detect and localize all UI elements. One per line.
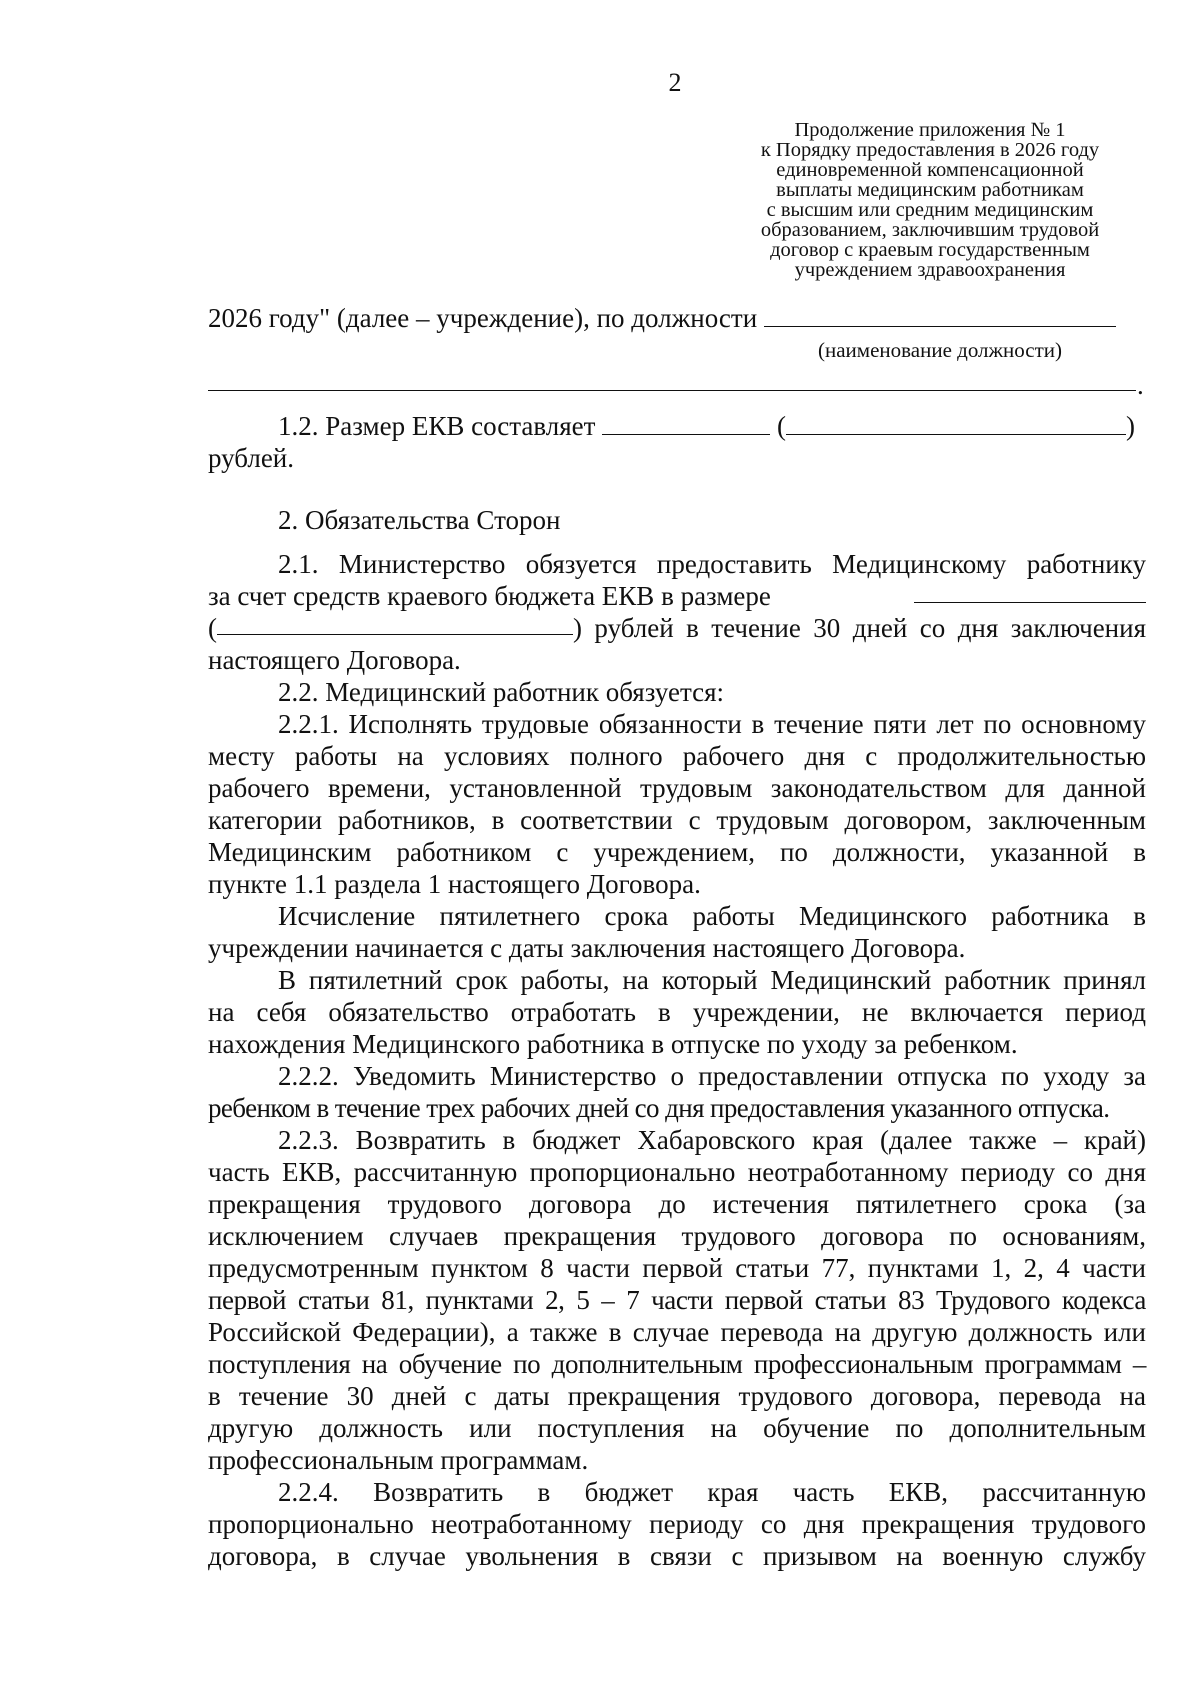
text-line: исключением случаев прекращения трудового договора по основаниям, bbox=[208, 1221, 1146, 1251]
text-line: на себя обязательство отработать в учреждении, не включается период bbox=[208, 997, 1146, 1027]
text-line: учреждении начинается с даты заключения настоящего Договора. bbox=[208, 933, 966, 963]
text-line: профессиональным программам. bbox=[208, 1445, 589, 1475]
text-line: другую должность или поступления на обучение по дополнительным bbox=[208, 1413, 1146, 1443]
header-line: к Порядку предоставления в 2026 году bbox=[760, 139, 1100, 161]
appendix-header bbox=[730, 120, 1130, 280]
position-line bbox=[208, 302, 1146, 334]
text-line: часть ЕКВ, рассчитанную пропорционально неотработанному периоду со дня bbox=[208, 1157, 1146, 1187]
text-line: первой статьи 81, пунктами 2, 5 – 7 части первой статьи 83 Трудового кодекса bbox=[208, 1285, 1146, 1315]
open-paren: ( bbox=[776, 411, 786, 441]
text-line: ребенком в течение трех рабочих дней со дня предоставления указанного отпуска. bbox=[208, 1093, 1110, 1123]
end-dot: . bbox=[1137, 370, 1144, 400]
sum-words-blank bbox=[217, 612, 573, 635]
text-line: прекращения трудового договора до истечения пятилетнего срока (за bbox=[208, 1189, 1146, 1219]
text-line: Исчисление пятилетнего срока работы Медицинского работника в bbox=[278, 901, 1146, 931]
text-line: ) рублей в течение 30 дней со дня заключения bbox=[573, 613, 1146, 643]
text-line: поступления на обучение по дополнительным профессиональным программам – bbox=[208, 1349, 1146, 1379]
position-caption: (наименование должности) bbox=[818, 338, 1063, 362]
paragraph-2-2: 2.2. Медицинский работник обязуется: bbox=[278, 677, 724, 707]
position-blank-line bbox=[208, 390, 1136, 391]
text-line: нахождения Медицинского работника в отпуске по уходу за ребенком. bbox=[208, 1029, 1018, 1059]
text-line: 2.2.3. Возвратить в бюджет Хабаровского края (далее также – край) bbox=[278, 1125, 1146, 1155]
text-line: настоящего Договора. bbox=[208, 645, 461, 675]
header-line: договор с краевым государственным bbox=[770, 239, 1090, 261]
text-line: В пятилетний срок работы, на который Медицинский работник принял bbox=[278, 965, 1146, 995]
text-line: пункте 1.1 раздела 1 настоящего Договора. bbox=[208, 869, 701, 899]
rubles-text: рублей. bbox=[208, 443, 295, 473]
text-line: предусмотренным пунктом 8 части первой статьи 77, пунктами 1, 2, 4 части bbox=[208, 1253, 1146, 1283]
header-line: с высшим или средним медицинским bbox=[766, 199, 1094, 221]
page-number: 2 bbox=[668, 68, 682, 97]
text-line: договора, в случае увольнения в связи с призывом на военную службу bbox=[208, 1541, 1146, 1571]
paragraph-2-1 bbox=[208, 548, 1146, 1572]
position-text: 2026 году" (далее – учреждение), по должности bbox=[208, 303, 758, 333]
section-heading: 2. Обязательства Сторон bbox=[278, 505, 561, 535]
header-line: выплаты медицинским работникам bbox=[776, 179, 1084, 201]
header-line: единовременной компенсационной bbox=[776, 159, 1084, 181]
header-line: Продолжение приложения № 1 bbox=[794, 119, 1066, 141]
amount-label: 1.2. Размер ЕКВ составляет bbox=[278, 411, 596, 441]
text-line: 2.2.2. Уведомить Министерство о предоставлении отпуска по уходу за bbox=[278, 1061, 1146, 1091]
text-line: Российской Федерации), а также в случае перевода на другую должность или bbox=[208, 1317, 1146, 1347]
text-line: 2.2.4. Возвратить в бюджет края часть ЕКВ, рассчитанную bbox=[278, 1477, 1146, 1507]
text-line: рабочего времени, установленной трудовым законодательством для данной bbox=[208, 773, 1146, 803]
close-paren: ) bbox=[1125, 411, 1135, 441]
text-line: 2.1. Министерство обязуется предоставить Медицинскому работнику bbox=[278, 549, 1146, 579]
text-line: 2.2.1. Исполнять трудовые обязанности в течение пяти лет по основному bbox=[278, 709, 1146, 739]
section-2 bbox=[208, 504, 1146, 536]
open-paren: ( bbox=[208, 613, 217, 643]
header-line: учреждением здравоохранения bbox=[794, 259, 1066, 281]
text-line: Медицинским работником с учреждением, по должности, указанной в bbox=[208, 837, 1146, 867]
text-line: пропорционально неотработанному периоду со дня прекращения трудового bbox=[208, 1509, 1146, 1539]
text-line: категории работников, в соответствии с трудовым договором, заключенным bbox=[208, 805, 1146, 835]
amount-words-blank bbox=[786, 412, 1126, 435]
text-line: месту работы на условиях полного рабочего дня с продолжительностью bbox=[208, 741, 1146, 771]
text-line: за счет средств краевого бюджета ЕКВ в размере bbox=[208, 581, 771, 611]
text-line: в течение 30 дней с даты прекращения трудового договора, перевода на bbox=[208, 1381, 1146, 1411]
position-blank bbox=[764, 304, 1116, 327]
header-line: образованием, заключившим трудовой bbox=[760, 219, 1100, 241]
sum-blank bbox=[914, 580, 1146, 603]
paragraph-1-2 bbox=[208, 410, 1146, 474]
amount-blank bbox=[602, 412, 770, 435]
